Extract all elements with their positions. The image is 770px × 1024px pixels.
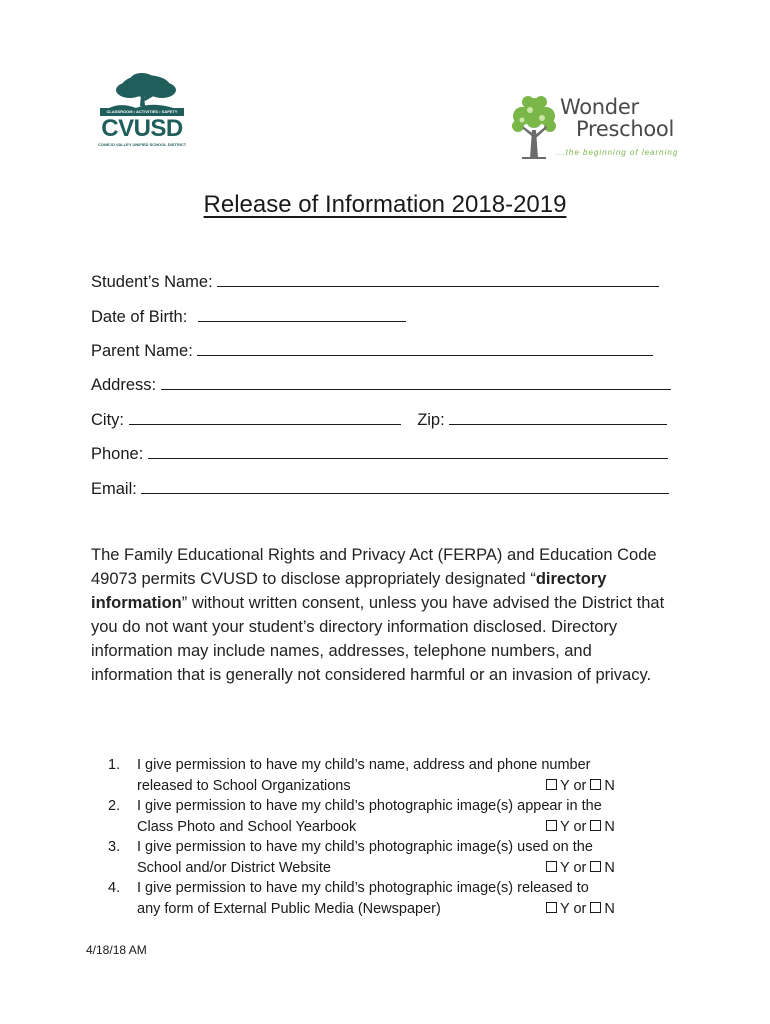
item-number: 4. bbox=[108, 880, 121, 896]
field-label: City: bbox=[91, 411, 124, 429]
field-label: Parent Name: bbox=[91, 342, 193, 360]
no-checkbox[interactable] bbox=[590, 861, 601, 872]
ferpa-paragraph bbox=[91, 543, 671, 687]
item-line2-text: Class Photo and School Yearbook bbox=[137, 818, 357, 835]
wonder-preschool-logo bbox=[508, 94, 683, 162]
no-checkbox[interactable] bbox=[590, 820, 601, 831]
no-checkbox[interactable] bbox=[590, 779, 601, 790]
zip-line[interactable] bbox=[449, 408, 667, 425]
item-number: 3. bbox=[108, 839, 121, 855]
no-label: N bbox=[604, 818, 615, 835]
item-line2-text: released to School Organizations bbox=[137, 777, 351, 794]
yes-checkbox[interactable] bbox=[546, 820, 557, 831]
yes-no-choice bbox=[546, 817, 615, 838]
phone-line[interactable] bbox=[148, 442, 668, 459]
address-line[interactable] bbox=[161, 373, 671, 390]
cvusd-name: CVUSD bbox=[101, 115, 183, 142]
field-student-name bbox=[91, 270, 659, 292]
no-label: N bbox=[604, 777, 615, 794]
field-label: Email: bbox=[91, 480, 137, 498]
yes-label: Y or bbox=[560, 818, 587, 835]
item-line1: I give permission to have my child’s photographic image(s) used on the bbox=[137, 839, 593, 855]
field-parent-name bbox=[91, 339, 653, 361]
field-city-zip bbox=[91, 408, 667, 430]
field-label-zip: Zip: bbox=[417, 411, 445, 429]
item-number: 2. bbox=[108, 798, 121, 814]
paragraph-bold-term: directory information bbox=[91, 570, 607, 612]
field-label: Date of Birth: bbox=[91, 308, 188, 326]
item-line1: I give permission to have my child’s name, address and phone number bbox=[137, 757, 591, 773]
page-title: Release of Information 2018-2019 bbox=[203, 191, 567, 218]
wonder-tree-icon bbox=[508, 94, 560, 162]
yes-checkbox[interactable] bbox=[546, 902, 557, 913]
item-line2 bbox=[137, 817, 688, 838]
field-label: Student’s Name: bbox=[91, 273, 213, 291]
yes-no-choice bbox=[546, 858, 615, 879]
city-line[interactable] bbox=[129, 408, 401, 425]
yes-no-choice bbox=[546, 899, 615, 920]
field-label: Address: bbox=[91, 376, 157, 394]
email-line[interactable] bbox=[141, 477, 669, 494]
no-label: N bbox=[604, 859, 615, 876]
item-line2-text: School and/or District Website bbox=[137, 859, 331, 876]
yes-label: Y or bbox=[560, 859, 587, 876]
cvusd-district: CONEJO VALLEY UNIFIED SCHOOL DISTRICT bbox=[98, 142, 186, 147]
permission-item bbox=[108, 837, 688, 878]
student-name-line[interactable] bbox=[217, 270, 659, 287]
date-of-birth-line[interactable] bbox=[198, 305, 406, 322]
item-line1: I give permission to have my child’s photographic image(s) released to bbox=[137, 880, 589, 896]
no-label: N bbox=[604, 900, 615, 917]
paragraph-text-end: ” without written consent, unless you have advised the District that you do not want your student’s directory information disclosed. Directory information may include names, addresses, telephone numbers, and information that is generally not considered harmful or an invasion of privacy. bbox=[91, 594, 665, 684]
field-email bbox=[91, 477, 669, 499]
item-number: 1. bbox=[108, 757, 121, 773]
permission-item bbox=[108, 796, 688, 837]
field-address bbox=[91, 373, 671, 395]
item-line2 bbox=[137, 858, 688, 879]
wonder-line2: Preschool bbox=[576, 117, 675, 141]
yes-label: Y or bbox=[560, 900, 587, 917]
item-line2-text: any form of External Public Media (Newspaper) bbox=[137, 900, 441, 917]
item-line2 bbox=[137, 776, 688, 797]
yes-checkbox[interactable] bbox=[546, 861, 557, 872]
cvusd-logo bbox=[96, 70, 188, 152]
wonder-tagline: ...the beginning of learning bbox=[556, 148, 679, 157]
item-line1: I give permission to have my child’s photographic image(s) appear in the bbox=[137, 798, 602, 814]
field-label: Phone: bbox=[91, 445, 144, 463]
permission-item bbox=[108, 755, 688, 796]
field-phone bbox=[91, 442, 668, 464]
paragraph-text-start: The Family Educational Rights and Privacy Act (FERPA) and Education Code 49073 permits CVUSD to disclose appropriately designated “ bbox=[91, 546, 657, 588]
field-date-of-birth bbox=[91, 305, 406, 327]
wonder-line1: Wonder bbox=[560, 95, 639, 119]
footer-date: 4/18/18 AM bbox=[86, 943, 147, 957]
cvusd-banner: CLASSROOM • ACTIVITIES • SAFETY bbox=[106, 109, 178, 114]
permission-item bbox=[108, 878, 688, 919]
no-checkbox[interactable] bbox=[590, 902, 601, 913]
item-line2 bbox=[137, 899, 688, 920]
yes-no-choice bbox=[546, 776, 615, 797]
permissions-list bbox=[108, 755, 688, 919]
yes-label: Y or bbox=[560, 777, 587, 794]
parent-name-line[interactable] bbox=[197, 339, 653, 356]
wonder-preschool-name bbox=[560, 96, 674, 140]
yes-checkbox[interactable] bbox=[546, 779, 557, 790]
